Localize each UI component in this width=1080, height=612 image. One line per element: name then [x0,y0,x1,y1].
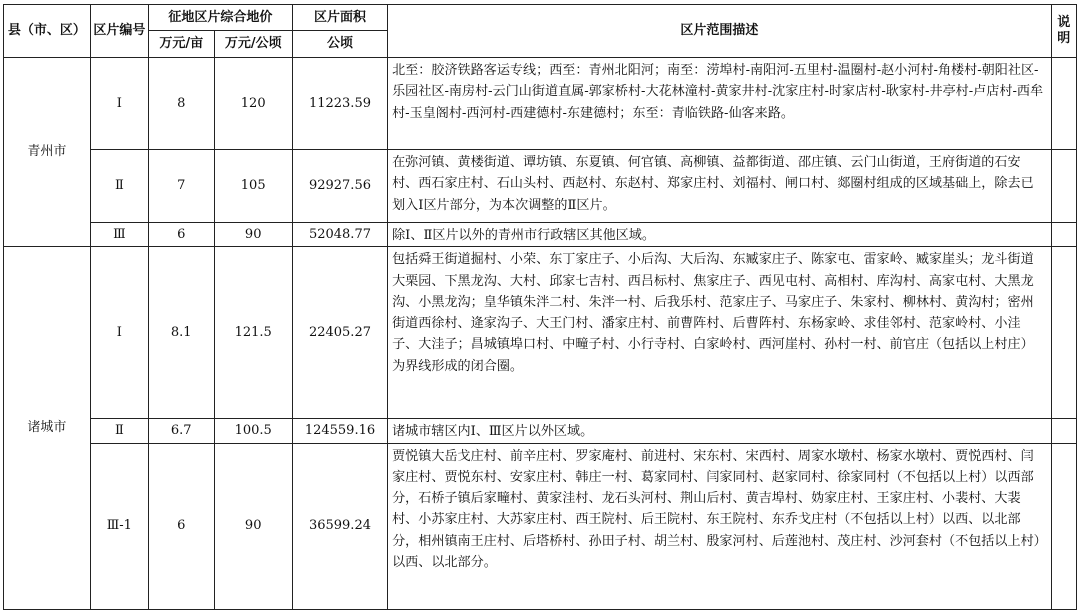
price-ha-cell: 90 [214,223,292,247]
county-cell: 诸城市 [4,247,91,609]
desc-cell: 包括舜王街道掘村、小荣、东丁家庄子、小后沟、大后沟、东臧家庄子、陈家屯、雷家岭、臧家崖头；龙斗街道大栗园、下黑龙沟、大村、邱家七吉村、西吕标村、焦家庄子、西见屯村、高相村、库沟村、高家屯村、大黑龙沟、小黑龙沟；皇华镇朱泮二村、朱泮一村、后我乐村、范家庄子、马家庄子、朱家村、柳林村、黄沟村；密州街道西徐村、逄家沟子、大王门村、潘家庄村、前曹阵村、后曹阵村、东杨家岭、求佳邻村、范家岭村、小洼子、大洼子；昌城镇埠口村、中疃子村、小行寺村、白家岭村、西河崖村、孙村一村、前官庄（包括以上村庄）为界线形成的闭合圈。 [388,247,1051,419]
note-cell [1051,223,1076,247]
price-ha-cell: 90 [214,443,292,609]
price-mu-cell: 7 [148,150,214,223]
zone-cell: Ⅲ [90,223,148,247]
desc-cell: 除Ⅰ、Ⅱ区片以外的青州市行政辖区其他区域。 [388,223,1051,247]
price-mu-cell: 6.7 [148,419,214,443]
table-row [4,443,1077,609]
price-ha-cell: 105 [214,150,292,223]
note-cell [1051,443,1076,609]
header-price-ha: 万元/公顷 [214,31,292,58]
note-cell [1051,419,1076,443]
price-ha-cell: 120 [214,58,292,150]
area-cell: 124559.16 [292,419,387,443]
desc-cell: 贾悦镇大岳戈庄村、前辛庄村、罗家庵村、前进村、宋东村、宋西村、周家水墩村、杨家水墩村、贾悦西村、闫家庄村、贾悦东村、安家庄村、韩庄一村、葛家同村、闫家同村、赵家同村、徐家同村（不包括以上村）以西部分，石桥子镇后家疃村、黄家洼村、龙石头河村、荆山后村、黄吉埠村、妫家庄村、王家庄村、小裴村、大裴村、小苏家庄村、大苏家庄村、西王院村、后王院村、东王院村、东乔戈庄村（不包括以上村）以西、以北部分，相州镇南王庄村、后塔桥村、孙田子村、胡兰村、殷家河村、后莲池村、茂庄村、沙河套村（不包括以上村）以西、以北部分。 [388,443,1051,609]
price-ha-cell: 100.5 [214,419,292,443]
header-zone-no: 区片编号 [90,5,148,58]
note-cell [1051,247,1076,419]
area-cell: 52048.77 [292,223,387,247]
table-row [4,150,1077,223]
price-mu-cell: 6 [148,223,214,247]
zone-cell: Ⅰ [90,247,148,419]
zone-cell: Ⅲ-1 [90,443,148,609]
table-row [4,247,1077,419]
table-row [4,58,1077,150]
county-cell: 青州市 [4,58,91,247]
table-row [4,419,1077,443]
area-cell: 22405.27 [292,247,387,419]
header-price-mu: 万元/亩 [148,31,214,58]
land-price-table [3,4,1077,610]
desc-cell: 北至：胶济铁路客运专线；西至：青州北阳河；南至：涝埠村-南阳河-五里村-温圈村-赵小河村-角楼村-朝阳社区-乐园社区-南房村-云门山街道直属-郭家桥村-大花林潼村-黄家井村-沈家庄村-时家店村-耿家村-井亭村-卢店村-西牟村-玉皇阁村-西河村-西建德村-东建德村；东至：青临铁路-仙客来路。 [388,58,1051,150]
header-note: 说明 [1051,5,1076,58]
price-mu-cell: 8.1 [148,247,214,419]
zone-cell: Ⅱ [90,150,148,223]
zone-cell: Ⅰ [90,58,148,150]
area-cell: 92927.56 [292,150,387,223]
desc-cell: 诸城市辖区内Ⅰ、Ⅲ区片以外区域。 [388,419,1051,443]
header-area: 区片面积 [292,5,387,31]
note-cell [1051,58,1076,150]
zone-cell: Ⅱ [90,419,148,443]
note-cell [1051,150,1076,223]
price-ha-cell: 121.5 [214,247,292,419]
header-row-1 [4,5,1077,31]
header-price-group: 征地区片综合地价 [148,5,292,31]
desc-cell: 在弥河镇、黄楼街道、谭坊镇、东夏镇、何官镇、高柳镇、益都街道、邵庄镇、云门山街道，王府街道的石安村、西石家庄村、石山头村、西赵村、东赵村、郑家庄村、刘福村、闸口村、郯圈村组成的区域基础上，除去已划入Ⅰ区片部分，为本次调整的Ⅱ区片。 [388,150,1051,223]
header-county: 县（市、区） [4,5,91,58]
area-cell: 11223.59 [292,58,387,150]
table-row [4,223,1077,247]
price-mu-cell: 8 [148,58,214,150]
header-desc: 区片范围描述 [388,5,1051,58]
header-area-unit: 公顷 [292,31,387,58]
price-mu-cell: 6 [148,443,214,609]
area-cell: 36599.24 [292,443,387,609]
